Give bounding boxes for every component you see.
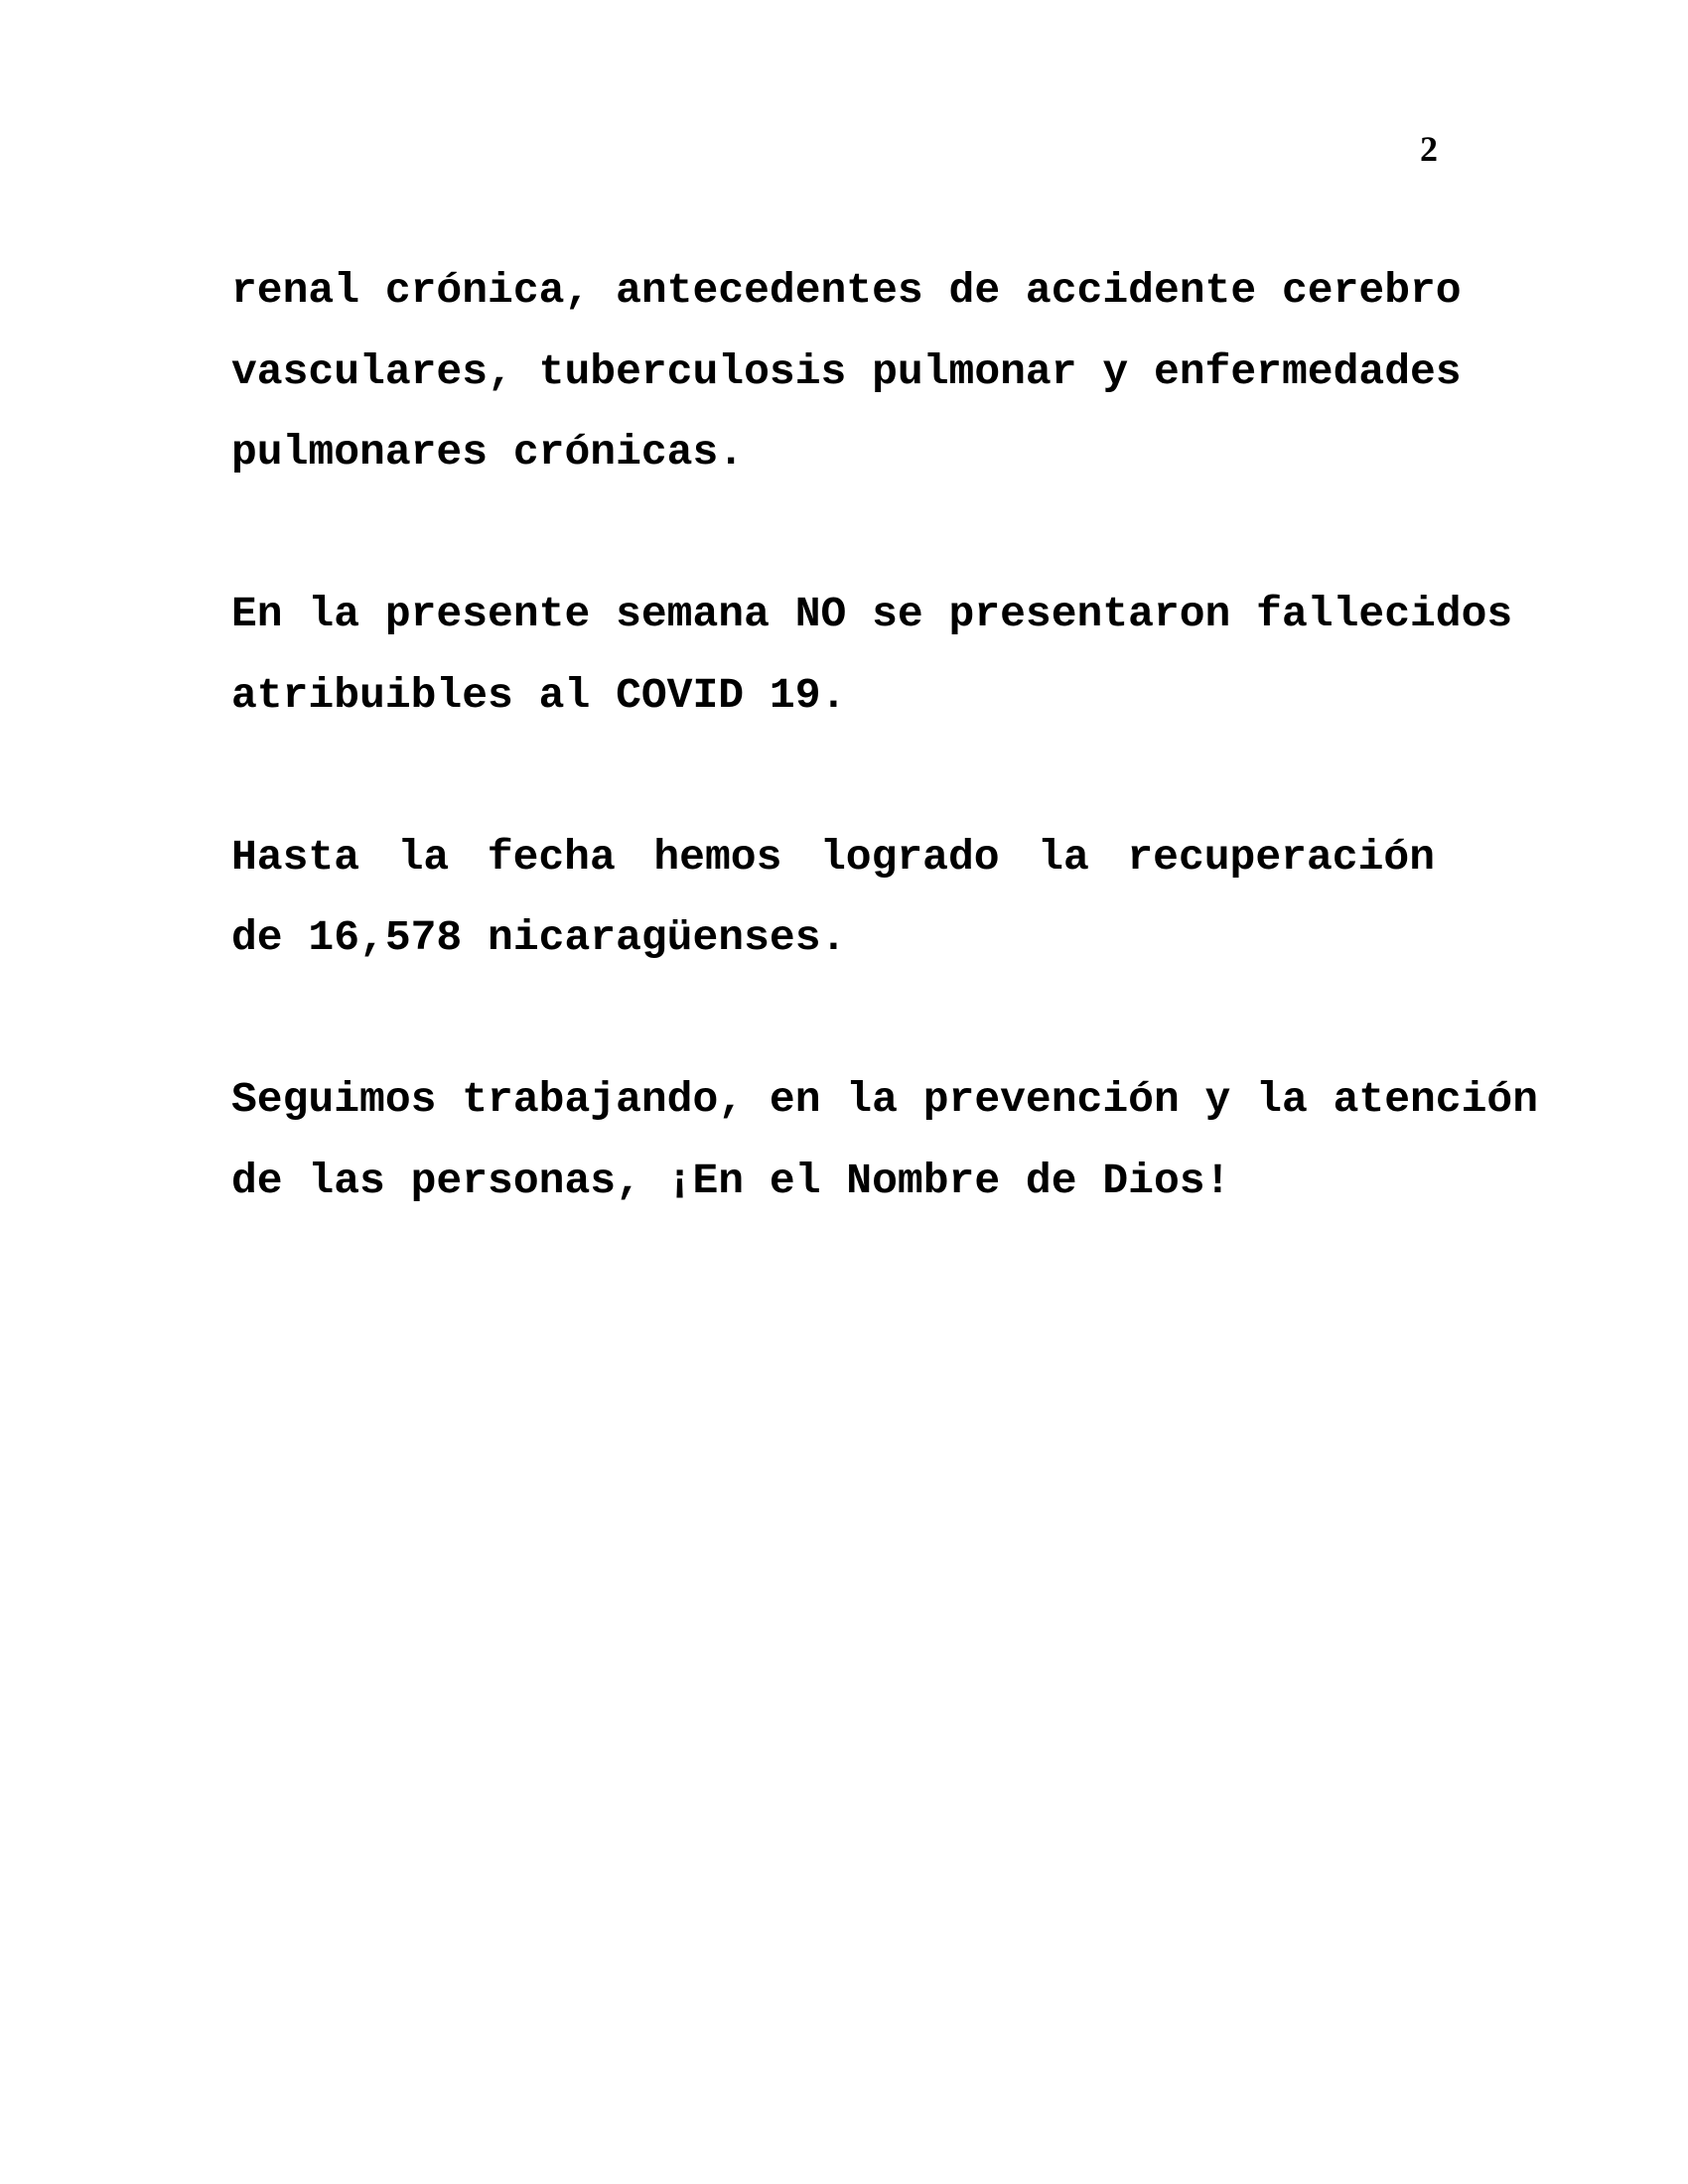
paragraph-comorbidities — [231, 250, 1462, 493]
text-line: Seguimos trabajando, en la prevención y la atención — [231, 1075, 1539, 1124]
text-line: de las personas, ¡En el Nombre de Dios! — [231, 1156, 1231, 1205]
text-line: atribuibles al COVID 19. — [231, 670, 847, 720]
page-number: 2 — [1420, 129, 1438, 169]
paragraph-recoveries — [231, 817, 1435, 979]
text-line: vasculares, tuberculosis pulmonar y enfermedades — [231, 346, 1462, 396]
text-line: pulmonares crónicas. — [231, 428, 745, 477]
document-body — [231, 250, 1539, 1302]
text-line: renal crónica, antecedentes de accidente cerebro — [231, 266, 1462, 315]
text-line: En la presente semana NO se presentaron fallecidos — [231, 590, 1513, 638]
text-line: de 16,578 nicaragüenses. — [231, 913, 847, 962]
text-line: Hasta la fecha hemos logrado la recuperación — [231, 832, 1435, 882]
paragraph-closing — [231, 1059, 1539, 1221]
paragraph-deaths — [231, 574, 1513, 736]
